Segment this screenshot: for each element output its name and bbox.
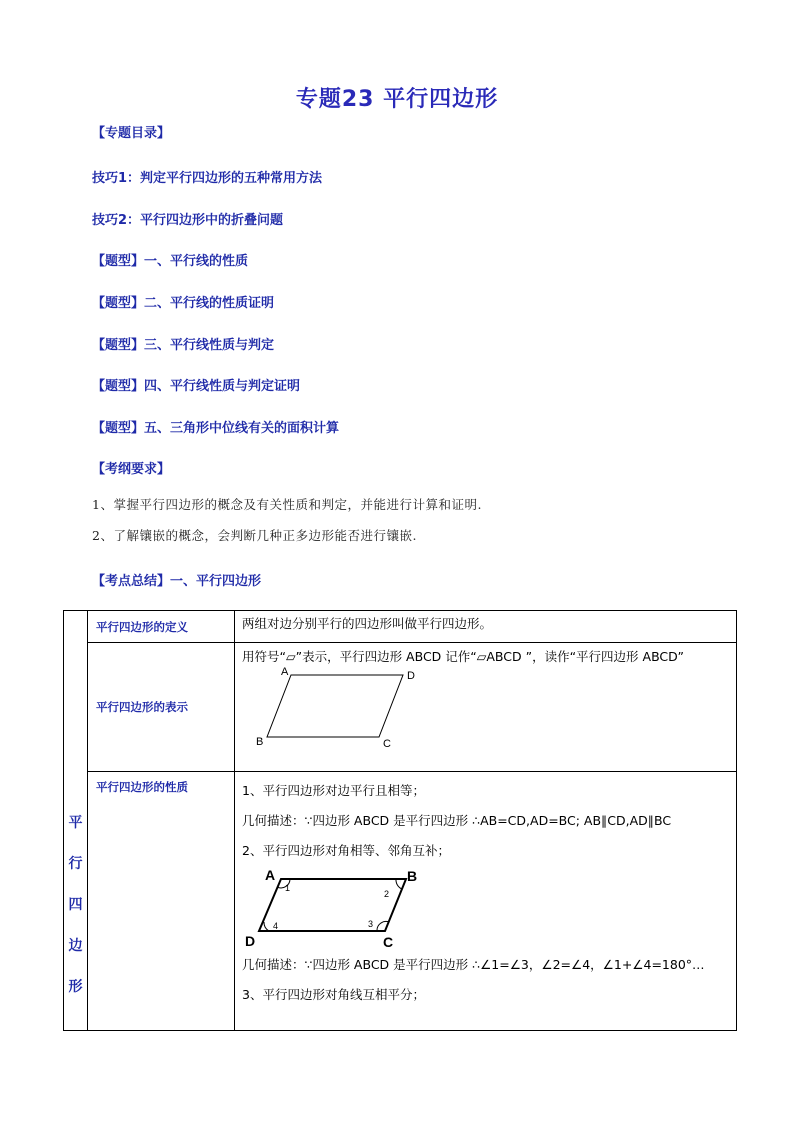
property-line: 2、平行四边形对角相等、邻角互补； xyxy=(242,843,450,858)
label-cell-definition xyxy=(88,611,235,643)
toc-item: 【题型】二、平行线的性质证明 xyxy=(92,296,275,311)
vertex-label: C xyxy=(383,934,394,950)
property-line: 3、平行四边形对角线互相平分； xyxy=(242,987,425,1002)
angle-arc xyxy=(264,922,269,931)
vertex-label: D xyxy=(245,933,256,949)
side-char: 行 xyxy=(68,856,83,872)
toc-item: 技巧1：判定平行四边形的五种常用方法 xyxy=(92,171,323,186)
label-cell-notation xyxy=(88,643,235,772)
side-char: 平 xyxy=(68,815,83,831)
parallelogram-figure xyxy=(247,665,417,755)
vertex-label: B xyxy=(407,868,418,884)
row-label: 平行四边形的性质 xyxy=(96,780,188,794)
toc-item: 【题型】四、平行线性质与判定证明 xyxy=(92,379,301,394)
summary-header: 【考点总结】一、平行四边形 xyxy=(92,574,262,589)
content-cell-definition xyxy=(235,611,737,643)
requirement-item: 1、掌握平行四边形的概念及有关性质和判定，并能进行计算和证明. xyxy=(92,497,482,512)
toc-item: 技巧2：平行四边形中的折叠问题 xyxy=(92,213,284,228)
side-char: 四 xyxy=(68,897,83,913)
row-label: 平行四边形的定义 xyxy=(96,620,188,634)
angle-label: 1 xyxy=(285,883,291,893)
vertex-label: A xyxy=(265,867,276,883)
content-cell-properties xyxy=(235,772,737,1031)
summary-table xyxy=(63,610,737,1031)
side-char: 边 xyxy=(68,938,83,954)
label-cell-properties xyxy=(88,772,235,1031)
property-line: 1、平行四边形对边平行且相等； xyxy=(242,783,425,798)
requirements-header: 【考纲要求】 xyxy=(92,462,171,477)
requirement-item: 2、了解镶嵌的概念，会判断几种正多边形能否进行镶嵌. xyxy=(92,528,417,543)
vertex-label: B xyxy=(256,736,264,748)
parallelogram-shape xyxy=(267,675,403,737)
angle-label: 3 xyxy=(368,919,374,929)
vertex-label: A xyxy=(281,666,289,678)
page-title: 专题23 平行四边形 xyxy=(295,87,499,112)
angle-label: 2 xyxy=(384,889,390,899)
vertex-label: D xyxy=(407,670,415,682)
property-line: 几何描述：∵四边形 ABCD 是平行四边形 ∴AB=CD,AD=BC; AB∥CD,AD∥BC xyxy=(242,813,672,828)
parallelogram-shape xyxy=(259,879,406,931)
vertex-label: C xyxy=(383,738,391,750)
row-label: 平行四边形的表示 xyxy=(96,700,188,714)
definition-text: 两组对边分别平行的四边形叫做平行四边形。 xyxy=(242,616,493,631)
side-char: 形 xyxy=(68,979,83,995)
angle-arc xyxy=(396,879,402,889)
content-cell-notation xyxy=(235,643,737,772)
toc-item: 【题型】一、平行线的性质 xyxy=(92,254,249,269)
angle-label: 4 xyxy=(273,921,279,931)
side-heading-cell xyxy=(64,611,88,1031)
property-line: 几何描述：∵四边形 ABCD 是平行四边形 ∴∠1=∠3，∠2=∠4，∠1+∠4=180°… xyxy=(242,957,705,972)
angle-figure xyxy=(241,866,431,950)
notation-text: 用符号“▱”表示，平行四边形 ABCD 记作“▱ABCD ”，读作“平行四边形 ABCD” xyxy=(242,649,684,664)
toc-item: 【题型】三、平行线性质与判定 xyxy=(92,338,275,353)
toc-header: 【专题目录】 xyxy=(92,126,171,141)
toc-item: 【题型】五、三角形中位线有关的面积计算 xyxy=(92,421,340,436)
